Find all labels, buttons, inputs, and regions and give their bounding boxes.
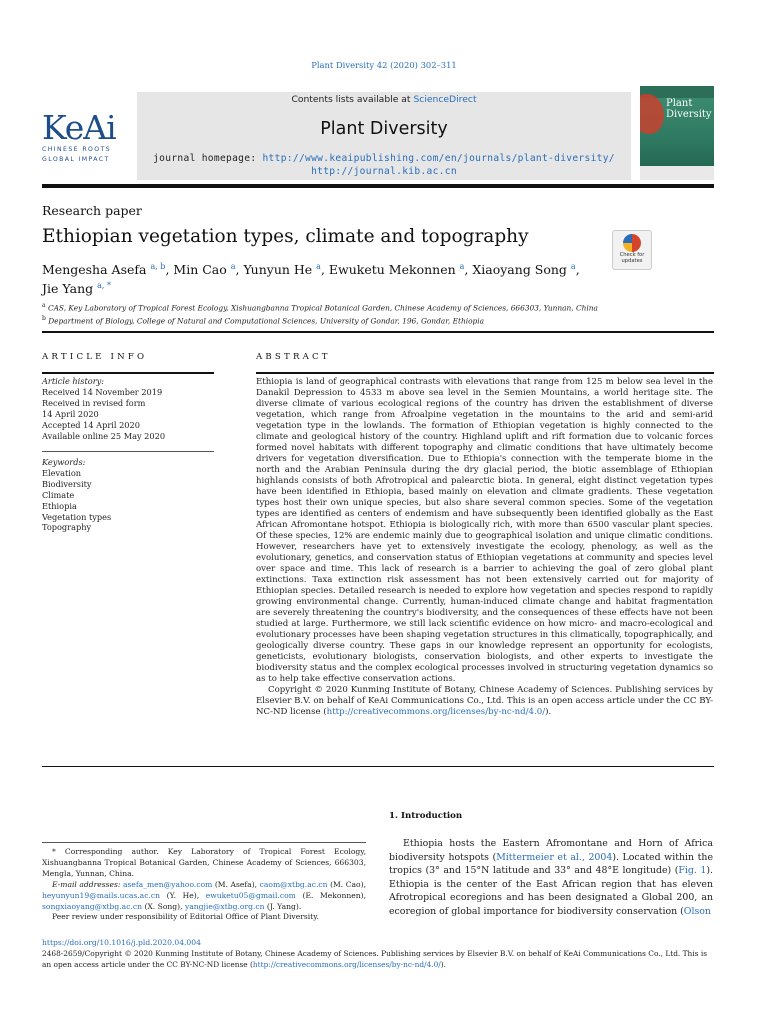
author-name[interactable]: Jie Yang <box>42 281 94 297</box>
author-name[interactable]: Mengesha Asefa <box>42 262 147 278</box>
article-type: Research paper <box>42 203 142 218</box>
email-owner: (E. Mekonnen), <box>302 890 367 900</box>
keyword-item: Elevation <box>42 467 82 478</box>
license-link[interactable]: http://creativecommons.org/licenses/by-nc-nd/4.0/ <box>326 707 546 717</box>
homepage-link-keai[interactable]: http://www.keaipublishing.com/en/journals/plant-diversity/ <box>262 153 615 164</box>
affiliation-item <box>42 313 662 326</box>
email-label: E-mail addresses: <box>52 879 121 889</box>
email-owner: (M. Asefa), <box>214 879 258 889</box>
history-line: Available online 25 May 2020 <box>42 430 166 441</box>
author-name[interactable]: Yunyun He <box>243 262 313 278</box>
intro-text: ). Located within the tropics (3° and 15°N latitude and 33° and 48°E longitude) ( <box>389 851 713 877</box>
email-link[interactable]: yangjie@xtbg.org.cn <box>184 901 265 911</box>
footer-license-link[interactable]: http://creativecommons.org/licenses/by-nc-nd/4.0/ <box>252 959 441 969</box>
email-owner: (Y. He), <box>166 890 200 900</box>
author-affil-sup[interactable]: a, * <box>97 281 112 291</box>
intro-text: ). Ethiopia is the center of the East African region that has eleven Afrotropical ecoregions and has been designated a Global 200, an ecoregion of global importance for biodiversity conservation ( <box>389 865 713 917</box>
author-affil-sup[interactable]: a, b <box>150 262 166 271</box>
author-name[interactable]: Ewuketu Mekonnen <box>328 262 456 278</box>
affiliation-sup: b <box>42 315 46 323</box>
author-list: Mengesha Asefa $^{a, b}$, Min Cao $^a$, Yunyun He $^a$, Ewuketu Mekonnen $^a$, Xiaoyang Song $^a$, Jie Yang $^{a, *}$ <box>42 262 580 297</box>
abstract-copyright <box>256 685 713 718</box>
journal-cover-image[interactable] <box>640 86 714 180</box>
keyword-item: Topography <box>42 522 92 533</box>
history-label: Article history: <box>42 376 104 386</box>
check-updates-label: Check for updates <box>619 252 645 264</box>
author-name[interactable]: Min Cao <box>173 262 227 278</box>
contents-line <box>137 94 631 105</box>
email-owner: (X. Song), <box>144 901 183 911</box>
journal-title: Plant Diversity <box>320 119 448 139</box>
keywords-label: Keywords: <box>42 457 86 467</box>
keywords <box>42 457 212 533</box>
footnotes <box>42 847 366 923</box>
figure-link[interactable]: Fig. 1 <box>678 865 707 877</box>
keyword-item: Vegetation types <box>42 511 112 522</box>
citation-link[interactable]: Mittermeier et al., 2004 <box>496 851 613 863</box>
email-link[interactable]: asefa_men@yahoo.com <box>122 879 213 889</box>
email-link[interactable]: heyunyun19@mails.ucas.ac.cn <box>42 890 160 900</box>
logo-word: KeAi <box>42 108 116 147</box>
article-info-rule <box>42 372 214 374</box>
peer-review-note: Peer review under responsibility of Editorial Office of Plant Diversity. <box>52 912 319 922</box>
footnote-rule <box>42 842 366 843</box>
keai-logo <box>42 108 132 164</box>
affiliation-text: CAS, Key Laboratory of Tropical Forest Ecology, Xishuangbanna Tropical Botanical Garden, Chinese Academy of Sciences, 666303, Yunnan, China <box>47 303 598 313</box>
affiliation-text: Department of Biology, College of Natural and Computational Sciences, University of Gondar, 196, Gondar, Ethiopia <box>48 316 485 326</box>
homepage-link-kib[interactable]: http://journal.kib.ac.cn <box>311 166 457 177</box>
cover-bottom-band <box>640 166 714 180</box>
journal-homepage <box>137 152 631 178</box>
author-affil-sup[interactable]: a <box>570 262 576 271</box>
email-link[interactable]: caom@xtbg.ac.cn <box>259 879 328 889</box>
affiliations <box>42 300 662 327</box>
history-line: Received in revised form <box>42 397 146 408</box>
paper-title: Ethiopian vegetation types, climate and topography <box>42 226 529 247</box>
doi-link[interactable]: https://doi.org/10.1016/j.pld.2020.04.004 <box>42 938 201 947</box>
author-name[interactable]: Xiaoyang Song <box>472 262 567 278</box>
intro-heading: 1. Introduction <box>389 811 463 821</box>
affiliation-sup: a <box>42 302 46 309</box>
sciencedirect-link[interactable]: ScienceDirect <box>413 94 477 105</box>
logo-tagline-1: CHINESE ROOTS <box>42 146 112 153</box>
journal-reference[interactable]: Plant Diversity 42 (2020) 302–311 <box>311 60 457 70</box>
affiliation-item <box>42 300 662 313</box>
intro-text: Ethiopia hosts the Eastern Afromontane and Horn of Africa biodiversity hotspots ( <box>389 838 713 863</box>
contents-prefix: Contents lists available at <box>291 94 414 105</box>
abstract-text: Ethiopia is land of geographical contrasts with elevations that range from 125 m below sea level in the Danakil Depression to 4533 m above sea level in the Semien Mountains, a world heritage site. The diverse climate of various ecological regions of the country has driven the establishment of diverse vegetation, which range from Afroalpine vegetation in the mountains to the arid and semi-arid vegetation type in the lowlands. The formation of Ethiopian vegetation is highly connected to the climate and geological history of the country. Highland uplift and rift formation due to volcanic forces formed novel habitats with different topography and climatic conditions that have ultimately become drivers for vegetation diversification. Due to Ethiopia's connection with the temperate biome in the north and the Arabian Peninsula during the dry glacial period, the biotic assemblage of Ethiopian highlands consists of both Afrotropical and palearctic biota. In general, eight distinct vegetation types have been identified in Ethiopia, based mainly on elevation and climate gradients. These vegetation types host their own unique species, but also share several common species. Some of the vegetation types are identified as centers of endemism and have subsequently been identified globally as the East African Afromontane hotspot. Ethiopia is biologically rich, with more than 6500 vascular plant species. Of these species, 12% are endemic mainly due to geographical isolation and unique climatic conditions. However, researchers have yet to extensively investigate the ecology, phenology, as well as the evolutionary, genetics, and conservation status of Ethiopian vegetations at community and species level over space and time. This lack of research is a barrier to achieving the goal of zero global plant extinctions. Taxa extinction risk assessment has not been extensively carried out for majority of Ethiopian species. Detailed research is needed to explore how vegetation and species respond to rapidly growing environmental change. Currently, human-induced climate change and habitat fragmentation are severely threatening the country's biodiversity, and the consequences of these effects have not been studied at large. Furthermore, we still lack scientific evidence on how micro- and macro-ecological and evolutionary processes have been shaping vegetation structures in this climatically, topographically, and geologically diverse country. These gaps in our knowledge represent an opportunity for ecologists, geneticists, evolutionary biologists, conservation biologists, and other experts to investigate the biodiversity status and the complex ecological processes involved in structuring vegetation dynamics so as to help take effective conservation actions. <box>256 377 713 684</box>
author-affil-sup[interactable]: a <box>316 262 321 271</box>
cover-leaf-graphic <box>640 94 664 134</box>
intro-paragraph <box>389 837 713 919</box>
history-line: Accepted 14 April 2020 <box>42 419 140 430</box>
keyword-item: Climate <box>42 489 75 500</box>
keyword-item: Biodiversity <box>42 478 92 489</box>
email-addresses <box>42 880 366 913</box>
footer-copy-text: 2468-2659/Copyright © 2020 Kunming Institute of Botany, Chinese Academy of Sciences. Publishing services by Elsevier B.V. on behalf of KeAi Communications Co., Ltd. This is an open access article under the CC BY-NC-ND license ( <box>42 949 707 969</box>
citation-link[interactable]: Olson <box>683 905 711 917</box>
abstract-bottom-rule <box>42 766 714 767</box>
keyword-item: Ethiopia <box>42 500 77 511</box>
author-affil-sup[interactable]: a <box>230 262 236 271</box>
footer-copy-end: ). <box>440 959 447 969</box>
abstract-rule <box>256 372 714 374</box>
email-link[interactable]: songxiaoyang@xtbg.ac.cn <box>42 901 143 911</box>
logo-tagline-2: GLOBAL IMPACT <box>42 156 110 163</box>
copyright-end: ). <box>545 707 552 717</box>
article-history <box>42 376 212 441</box>
corresponding-author-note: * Corresponding author. Key Laboratory of Tropical Forest Ecology, Xishuangbanna Tropical Botanical Garden, Chinese Academy of Sciences, 666303, Mengla, Yunnan, China. <box>42 847 366 878</box>
history-line: 14 April 2020 <box>42 408 99 419</box>
email-owner: (M. Cao), <box>330 879 366 889</box>
copyright-text: Copyright © 2020 Kunming Institute of Botany, Chinese Academy of Sciences. Publishing services by Elsevier B.V. on behalf of KeAi Communications Co., Ltd. This is an open access article under the CC BY-NC-ND license ( <box>256 685 713 717</box>
header-rule <box>42 184 714 188</box>
keywords-rule <box>42 451 214 452</box>
check-updates-icon <box>623 234 641 252</box>
homepage-prefix: journal homepage: <box>153 153 263 164</box>
email-owner: (J. Yang). <box>266 901 302 911</box>
abstract-heading: ABSTRACT <box>256 352 331 362</box>
history-line: Received 14 November 2019 <box>42 386 163 397</box>
footer-copyright <box>42 949 714 970</box>
cover-title: Plant Diversity <box>666 98 712 120</box>
author-affil-sup[interactable]: a <box>459 262 465 271</box>
abstract-body <box>256 377 713 718</box>
check-for-updates-button[interactable] <box>612 230 652 270</box>
article-info-heading: ARTICLE INFO <box>42 352 148 362</box>
title-block-rule <box>42 331 714 333</box>
email-link[interactable]: ewuketu05@gmail.com <box>205 890 296 900</box>
